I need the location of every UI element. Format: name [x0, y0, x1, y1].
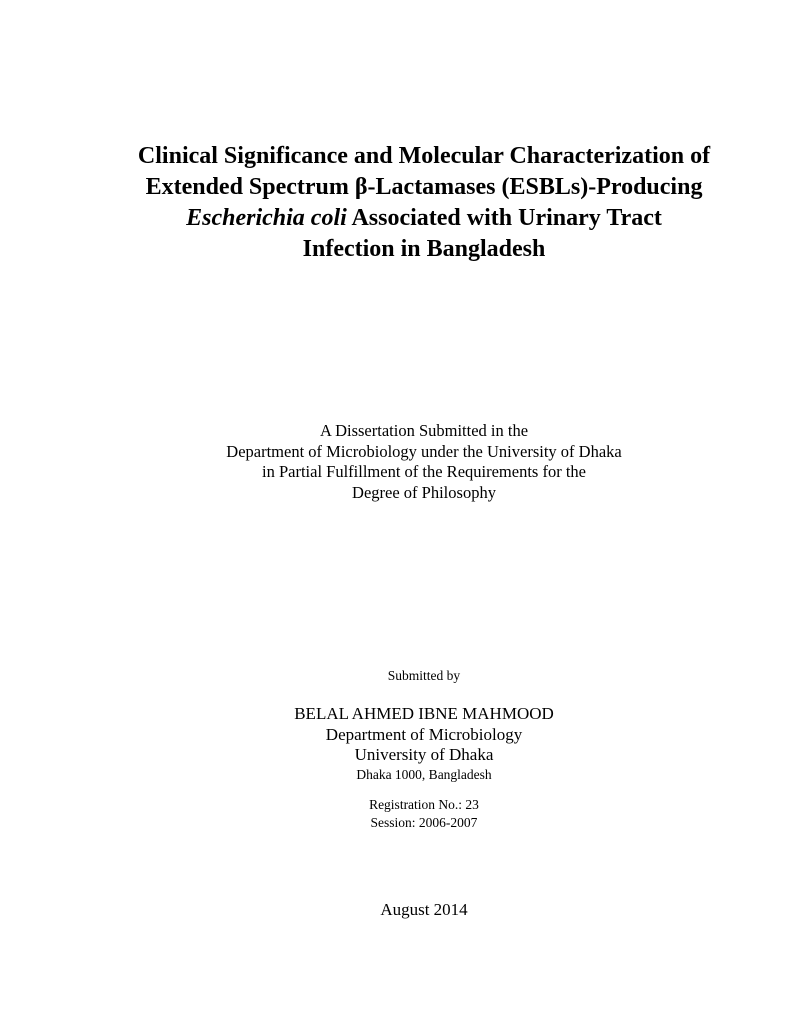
author-block	[0, 704, 800, 784]
submitted-by-label: Submitted by	[387, 668, 461, 683]
submission-date: August 2014	[380, 900, 468, 919]
statement-line-4: Degree of Philosophy	[352, 482, 496, 502]
registration-number: Registration No.: 23	[369, 797, 479, 812]
title-line-3	[0, 203, 800, 234]
registration-block	[0, 796, 800, 831]
title-line-4: Infection in Bangladesh	[302, 236, 546, 262]
statement-line-1: A Dissertation Submitted in the	[319, 421, 529, 440]
title-line-3-rest: Associated with Urinary Tract	[346, 205, 662, 231]
submission-statement	[0, 421, 800, 503]
statement-line-2: Department of Microbiology under the University of Dhaka	[226, 441, 622, 461]
author-address: Dhaka 1000, Bangladesh	[356, 766, 492, 782]
title-italic-species: Escherichia coli	[186, 205, 347, 231]
dissertation-title	[0, 141, 800, 265]
author-university: University of Dhaka	[354, 745, 494, 764]
author-name: BELAL AHMED IBNE MAHMOOD	[294, 704, 554, 723]
author-department: Department of Microbiology	[325, 724, 523, 744]
statement-line-3: in Partial Fulfillment of the Requirements for the	[262, 462, 586, 481]
title-line-2: Extended Spectrum β-Lactamases (ESBLs)-Producing	[145, 174, 703, 200]
title-line-1: Clinical Significance and Molecular Characterization of	[137, 143, 711, 169]
session: Session: 2006-2007	[370, 814, 478, 830]
